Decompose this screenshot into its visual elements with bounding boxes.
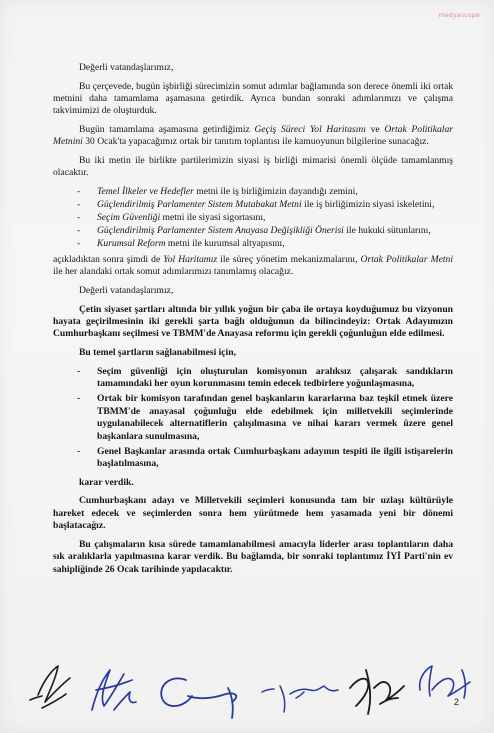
decision-list xyxy=(53,366,453,471)
salutation: Değerli vatandaşlarımız, xyxy=(79,62,174,73)
document-list xyxy=(53,186,453,250)
list-item: - Seçim güvenliği için oluşturulan komisyonun aralıksız çalışarak sandıkların tamamındaki her oyun korunmasını temin edecek tedbirlere yoğunlaşmasına, xyxy=(97,366,453,391)
list-item: - Genel Başkanlar arasında ortak Cumhurbaşkanı adayının tespiti ile ilgili istişarelerin başlatılmasına, xyxy=(97,446,453,471)
paragraph: Bu temel şartların sağlanabilmesi için, xyxy=(79,347,236,359)
list-item: - Güçlendirilmiş Parlamenter Sistem Mutabakat Metni ile iş birliğimizin siyasi iskeletini, xyxy=(97,199,453,211)
paragraph: Cumhurbaşkanı adayı ve Milletvekili seçimleri konusunda tam bir uzlaşı kültürüyle hareket edecek ve seçimlerden sonra hem yürütmede hem yasamada yeni bir dönemi başlatacağız. xyxy=(53,495,453,532)
list-item: - Seçim Güvenliği metni ile siyasi sigortasını, xyxy=(97,212,453,224)
signature-5 xyxy=(350,670,404,714)
signature-1 xyxy=(30,666,70,708)
paragraph: Bugün tamamlama aşamasına getirdiğimiz Geçiş Süreci Yol Haritasını ve Ortak Politikalar Metnini 30 Ocak'ta yapacağımız ortak bir tanıtım toplantısı ile kamuoyunun bilgilerine sunacağız. xyxy=(53,124,453,148)
list-item: - Güçlendirilmiş Parlamenter Sistem Anayasa Değişikliği Önerisi ile hukuki sütunlarını, xyxy=(97,225,453,237)
list-item: - Kurumsal Reform metni ile kurumsal altyapısını, xyxy=(97,238,453,250)
list-item: - Ortak bir komisyon tarafından genel başkanların kararlarına baz teşkil etmek üzere TBMM'de anayasal çoğunluğu elde edebilmek için milletvekili seçimlerinde uygulanabilecek alternatiflerin çalışılmasına ve nihai kararı vermek üzere genel başkanlara sunulmasına, xyxy=(97,393,453,443)
page-number: 2 xyxy=(454,697,460,707)
signature-4 xyxy=(262,686,338,712)
signature-6 xyxy=(420,666,470,698)
paragraph: Bu çalışmaların kısa sürede tamamlanabilmesi amacıyla liderler arası toplantıların daha sık aralıklarla yapılmasına karar verdik. Bu bağlamda, bir sonraki toplantımız İYİ Parti'nin ev sahipliğinde 26 Ocak tarihinde yapılacaktır. xyxy=(53,538,453,575)
watermark: medyascope xyxy=(438,12,480,19)
paragraph: Bu çerçevede, bugün işbirliği sürecimizin somut adımlar bağlamında son derece önemli iki ortak metnini daha tamamlama aşamasına getirdik. Ayrıca bundan sonraki adımlarımızı ve çalışma takvimimizi de oluşturduk. xyxy=(53,80,453,117)
signature-3 xyxy=(161,678,236,718)
signature-2 xyxy=(92,670,136,710)
paragraph: Çetin siyaset şartları altında bir yıllık yoğun bir çaba ile ortaya koyduğumuz bu vizyonun hayata geçirilmesinin iki gerekli şarta bağlı olduğunun da bilincindeyiz: Ortak Adayımızın Cumhurbaşkanı seçilmesi ve TBMM'de Anayasa reformu için gerekli çoğunluğun elde edilmesi. xyxy=(53,303,453,340)
salutation: Değerli vatandaşlarımız, xyxy=(79,285,174,297)
paragraph: açıkladıktan sonra şimdi de Yol Haritamız ile süreç yönetim mekanizmalarını, Ortak Politikalar Metni ile her alandaki ortak somut adımlarımızı tanımlamış olacağız. xyxy=(53,254,453,278)
paragraph: Bu iki metin ile birlikte partilerimizin siyasi iş birliği mimarisi önemli ölçüde tamamlanmış olacaktır. xyxy=(53,155,453,179)
list-item: - Temel İlkeler ve Hedefler metni ile iş birliğimizin dayandığı zemini, xyxy=(97,186,453,198)
signatures xyxy=(0,640,494,733)
paragraph: karar verdik. xyxy=(79,476,134,488)
letter-body xyxy=(53,62,453,582)
